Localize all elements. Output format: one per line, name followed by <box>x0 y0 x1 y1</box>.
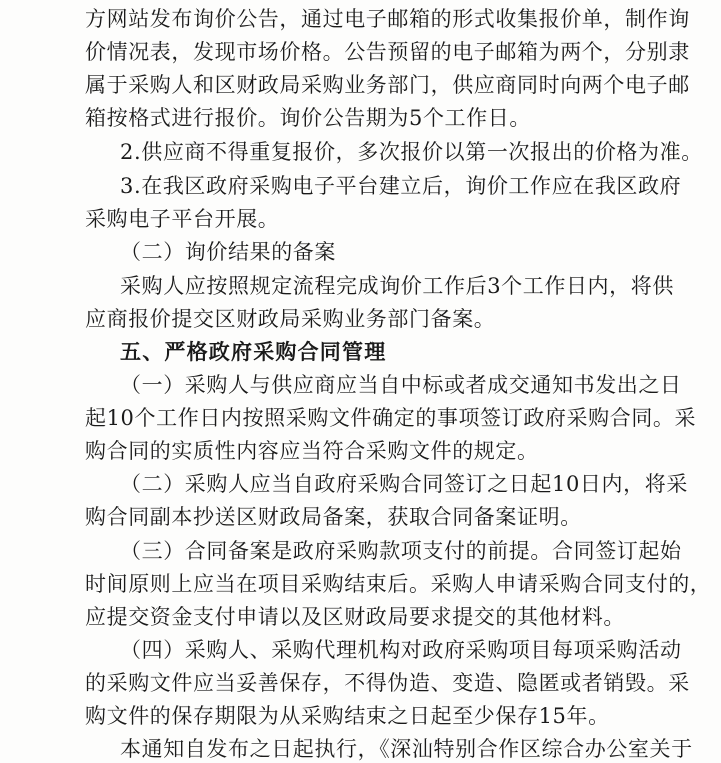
paragraph-line: （二）采购人应当自政府采购合同签订之日起10日内，将采 <box>120 472 688 496</box>
paragraph-line: （三）合同备案是政府采购款项支付的前提。合同签订起始 <box>120 539 682 563</box>
paragraph-line: 应提交资金支付申请以及区财政局要求提交的其他材料。 <box>85 605 625 629</box>
paragraph-line: （四）采购人、采购代理机构对政府采购项目每项采购活动 <box>120 638 682 662</box>
paragraph-line: 购文件的保存期限为从采购结束之日起至少保存15年。 <box>85 704 610 728</box>
paragraph-line: 2.供应商不得重复报价，多次报价以第一次报出的价格为准。 <box>120 140 703 164</box>
paragraph-line: （一）采购人与供应商应当自中标或者成交通知书发出之日 <box>120 373 682 397</box>
subsection-heading: （二）询价结果的备案 <box>120 240 336 264</box>
paragraph-line: 购合同的实质性内容应当符合采购文件的规定。 <box>85 439 539 463</box>
paragraph-line: 时间原则上应当在项目采购结束后。采购人申请采购合同支付的， <box>85 572 712 596</box>
paragraph-line: 的采购文件应当妥善保存，不得伪造、变造、隐匿或者销毁。采 <box>85 671 690 695</box>
paragraph-line: 本通知自发布之日起执行，《深汕特别合作区综合办公室关于 <box>120 737 693 761</box>
paragraph-line: 属于采购人和区财政局采购业务部门，供应商同时向两个电子邮 <box>85 73 690 97</box>
paragraph-line: 起10个工作日内按照采购文件确定的事项签订政府采购合同。采 <box>85 406 697 430</box>
paragraph-line: 方网站发布询价公告，通过电子邮箱的形式收集报价单，制作询 <box>85 7 690 31</box>
paragraph-line: 购合同副本抄送区财政局备案，获取合同备案证明。 <box>85 505 582 529</box>
paragraph-line: 箱按格式进行报价。询价公告期为5个工作日。 <box>85 106 531 130</box>
paragraph-line: 采购人应按照规定流程完成询价工作后3个工作日内，将供 <box>120 274 674 298</box>
paragraph-line: 3.在我区政府采购电子平台建立后，询价工作应在我区政府 <box>120 174 682 198</box>
paragraph-line: 价情况表，发现市场价格。公告预留的电子邮箱为两个，分别隶 <box>85 40 690 64</box>
paragraph-line: 应商报价提交区财政局采购业务部门备案。 <box>85 307 496 331</box>
paragraph-line: 采购电子平台开展。 <box>85 207 280 231</box>
section-heading: 五、严格政府采购合同管理 <box>120 340 387 364</box>
